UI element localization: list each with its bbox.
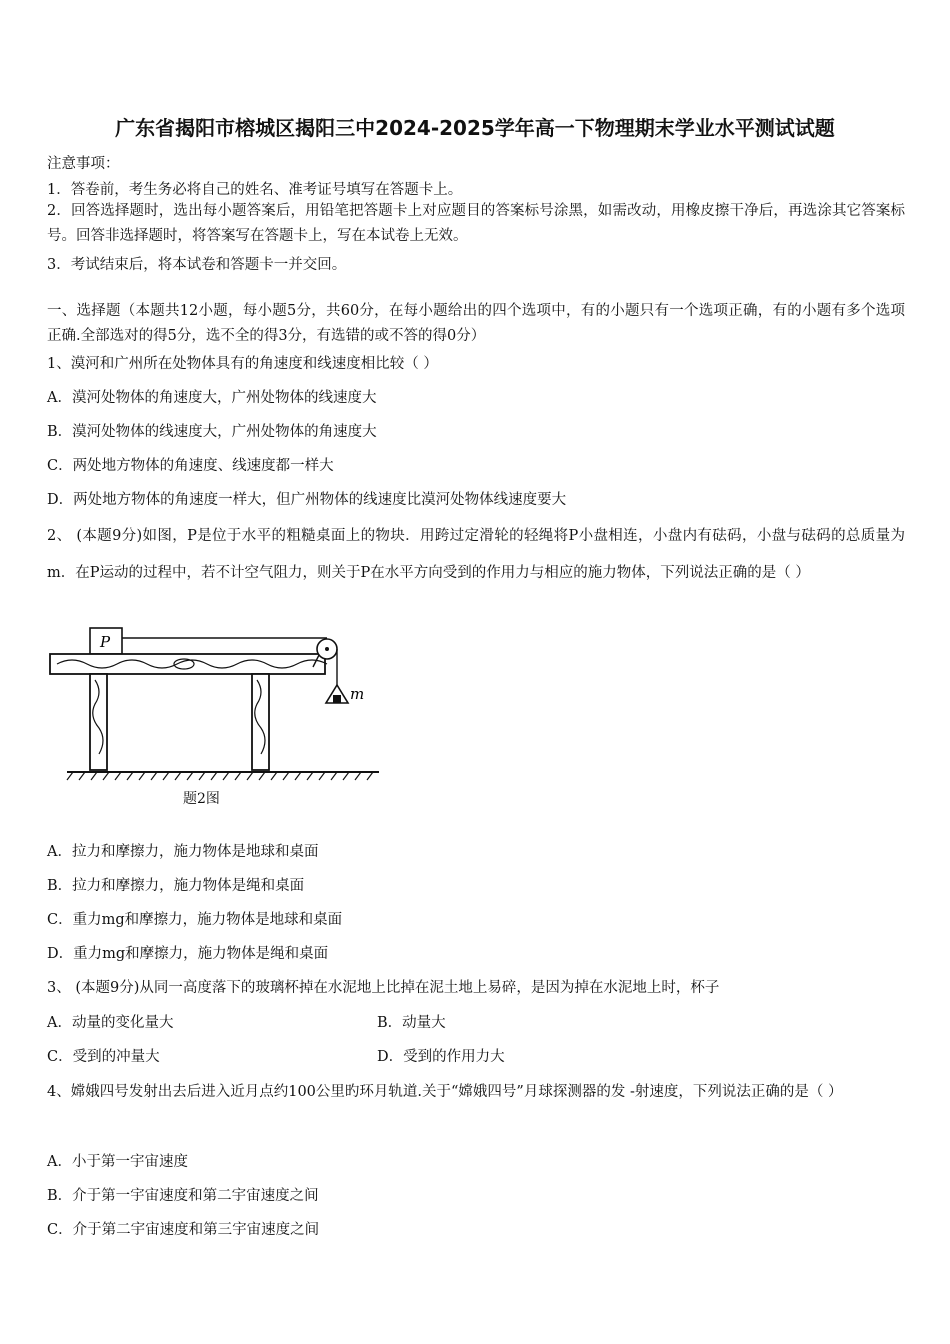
label-m: m — [350, 685, 365, 703]
question-stem: 2、 (本题9分)如图，P是位于水平的粗糙桌面上的物块．用跨过定滑轮的轻绳将P小盘相连，小盘内有砝码，小盘与砝码的总质量为m．在P运动的过程中，若不计空气阻力，则关于P在水平方向受到的作用力与相应的施力物体，下列说法正确的是（ ） — [47, 528, 905, 581]
option: B．漠河处物体的线速度大，广州处物体的角速度大 — [47, 424, 377, 440]
option: B．拉力和摩擦力，施力物体是绳和桌面 — [47, 878, 305, 894]
option: B．介于第一宇宙速度和第二宇宙速度之间 — [47, 1188, 319, 1204]
option: A．小于第一宇宙速度 — [47, 1154, 188, 1170]
notice-item: 1．答卷前，考生务必将自己的姓名、准考证号填写在答题卡上。 — [47, 182, 463, 198]
notice-heading: 注意事项： — [47, 156, 120, 172]
label-p: P — [100, 633, 111, 651]
option: A．拉力和摩擦力，施力物体是地球和桌面 — [47, 844, 319, 860]
question-stem: 4、嫦娥四号发射出去后进入近月点约100公里旳环月轨道.关于“嫦娥四号”月球探测器的发 -射速度，下列说法正确的是（ ） — [47, 1084, 843, 1100]
option: D．两处地方物体的角速度一样大，但广州物体的线速度比漠河处物体线速度要大 — [47, 492, 567, 508]
table-pulley-figure — [47, 625, 387, 810]
option: B．动量大 — [377, 1015, 446, 1031]
option: D．受到的作用力大 — [377, 1049, 505, 1065]
option: C．受到的冲量大 — [47, 1049, 160, 1065]
notice-item: 3．考试结束后，将本试卷和答题卡一并交回。 — [47, 257, 347, 273]
section-heading: 一、选择题（本题共12小题，每小题5分，共60分，在每小题给出的四个选项中，有的小题只有一个选项正确，有的小题有多个选项正确.全部选对的得5分，选不全的得3分，有选错的或不答的得0分） — [47, 303, 905, 344]
question-stem: 3、 (本题9分)从同一高度落下的玻璃杯掉在水泥地上比掉在泥土地上易碎，是因为掉在水泥地上时，杯子 — [47, 980, 720, 996]
option: C．介于第二宇宙速度和第三宇宙速度之间 — [47, 1222, 320, 1238]
option: A．动量的变化量大 — [47, 1015, 174, 1031]
question-stem: 1、漠河和广州所在处物体具有的角速度和线速度相比较（ ） — [47, 356, 438, 372]
option: D．重力mg和摩擦力，施力物体是绳和桌面 — [47, 946, 329, 962]
table-top — [50, 654, 325, 674]
option: C．两处地方物体的角速度、线速度都一样大 — [47, 458, 334, 474]
option: C．重力mg和摩擦力，施力物体是地球和桌面 — [47, 912, 343, 928]
notice-item: 2．回答选择题时，选出每小题答案后，用铅笔把答题卡上对应题目的答案标号涂黑，如需改动，用橡皮擦干净后，再选涂其它答案标号。回答非选择题时，将答案写在答题卡上，写在本试卷上无效。 — [47, 203, 905, 244]
figure-caption: 题2图 — [183, 791, 220, 807]
page-title: 广东省揭阳市榕城区揭阳三中2024-2025学年高一下物理期末学业水平测试试题 — [115, 116, 835, 140]
option: A．漠河处物体的角速度大，广州处物体的线速度大 — [47, 390, 377, 406]
